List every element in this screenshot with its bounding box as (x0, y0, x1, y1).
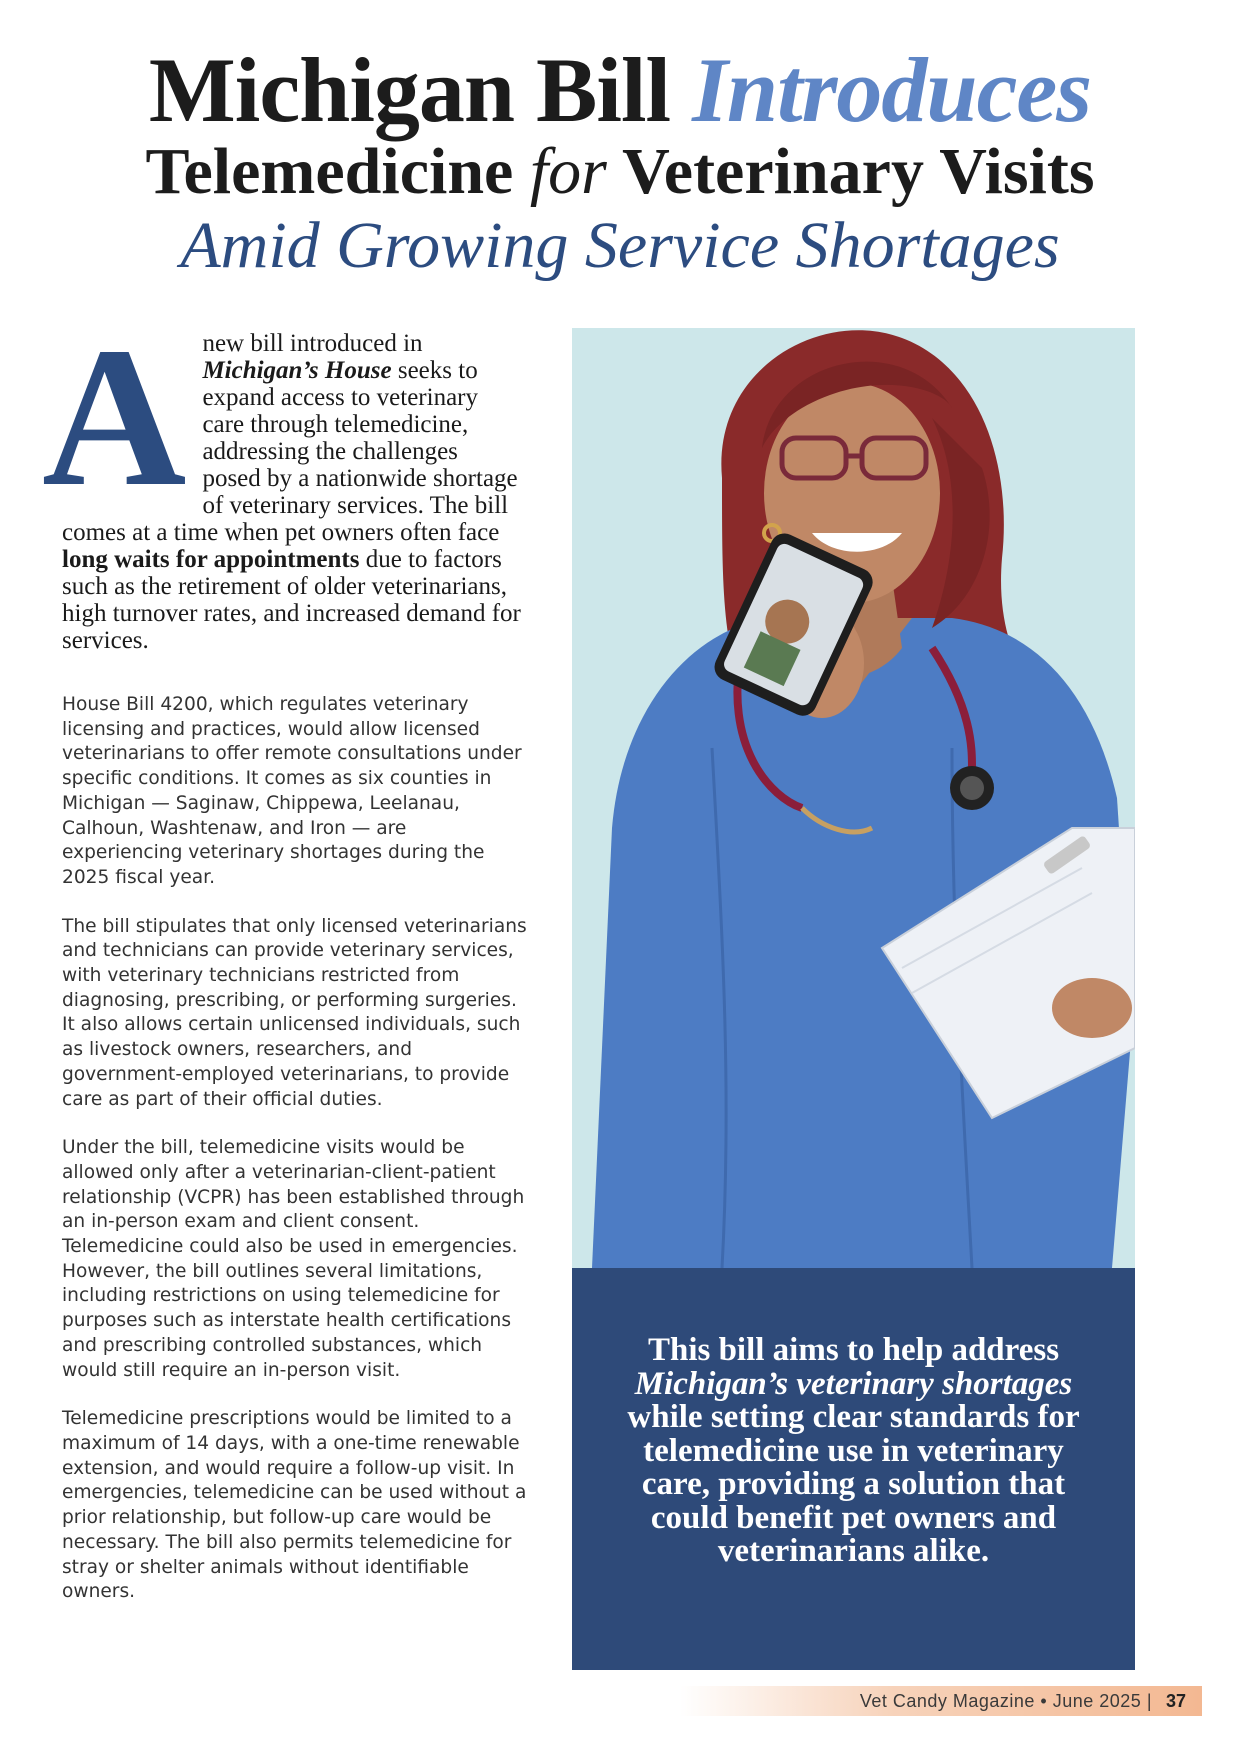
lead-emphasis: Michigan’s House (202, 357, 392, 384)
lead-emphasis: long waits for appointments (62, 546, 360, 573)
pull-quote-emphasis: Michigan’s veterinary shortages (634, 1365, 1073, 1402)
page-footer (680, 1686, 1202, 1716)
lead-text: new bill introduced in (202, 330, 423, 357)
drop-cap: A (42, 307, 187, 528)
body-paragraph: Telemedicine prescriptions would be limited to a maximum of 14 days, with a one-time renewable extension, and would require a follow-up visit. In emergencies, telemedicine can be used without a prior relationship, but follow-up care would be necessary. The bill also permits telemedicine for stray or shelter animals without identifiable owners. (62, 1408, 527, 1603)
vet-illustration (572, 328, 1135, 1268)
lead-paragraph (42, 307, 522, 654)
headline-accent: Introduces (692, 39, 1092, 141)
headline-text: Veterinary Visits (606, 135, 1095, 208)
lead-text: due to factors such as the retirement of older veterinarians, high turnover rates, and increased demand for services. (62, 546, 521, 654)
article-body (62, 693, 532, 1629)
headline-subtitle: Amid Growing Service Shortages (180, 209, 1060, 282)
body-paragraph: Under the bill, telemedicine visits would be allowed only after a veterinarian-client-patient relationship (VCPR) has been established through an in-person exam and client consent. Telemedicine could also be used in emergencies. However, the bill outlines several limitations, including restrictions on using telemedicine for purposes such as interstate health certifications and prescribing controlled substances, which would still require an in-person visit. (62, 1137, 525, 1381)
lead-text: seeks to expand access to veterinary care through telemedicine, addressing the challenges posed by a nationwide shortage of veterinary services. The bill comes at a time when pet owners often face (62, 357, 518, 546)
headline (0, 40, 1240, 284)
vet-photo (572, 328, 1135, 1268)
headline-text: Telemedicine (145, 135, 530, 208)
body-paragraph: The bill stipulates that only licensed veterinarians and technicians can provide veterinary services, with veterinary technicians restricted from diagnosing, prescribing, or performing surgeries. It also allows certain unlicensed individuals, such as livestock owners, researchers, and government-employed veterinarians, to provide care as part of their official duties. (62, 915, 527, 1110)
pull-quote-text: while setting clear standards for telemedicine use in veterinary care, providing a solution that could benefit pet owners and veterinarians alike. (627, 1399, 1080, 1569)
headline-italic-word: for (529, 135, 607, 208)
page-number: 37 (1165, 1691, 1186, 1711)
body-paragraph: House Bill 4200, which regulates veterinary licensing and practices, would allow licensed veterinarians to offer remote consultations under specific conditions. It comes as six counties in Michigan — Saginaw, Chippewa, Leelanau, Calhoun, Washtenaw, and Iron — are experiencing veterinary shortages during the 2025 fiscal year. (62, 694, 522, 888)
pull-quote-text: This bill aims to help address (647, 1332, 1060, 1368)
headline-text: Michigan Bill (148, 39, 693, 141)
footer-publication: Vet Candy Magazine • June 2025 | (859, 1691, 1152, 1711)
headline-line-2 (0, 136, 1240, 208)
headline-line-1 (0, 40, 1240, 140)
pull-quote (572, 1268, 1135, 1670)
